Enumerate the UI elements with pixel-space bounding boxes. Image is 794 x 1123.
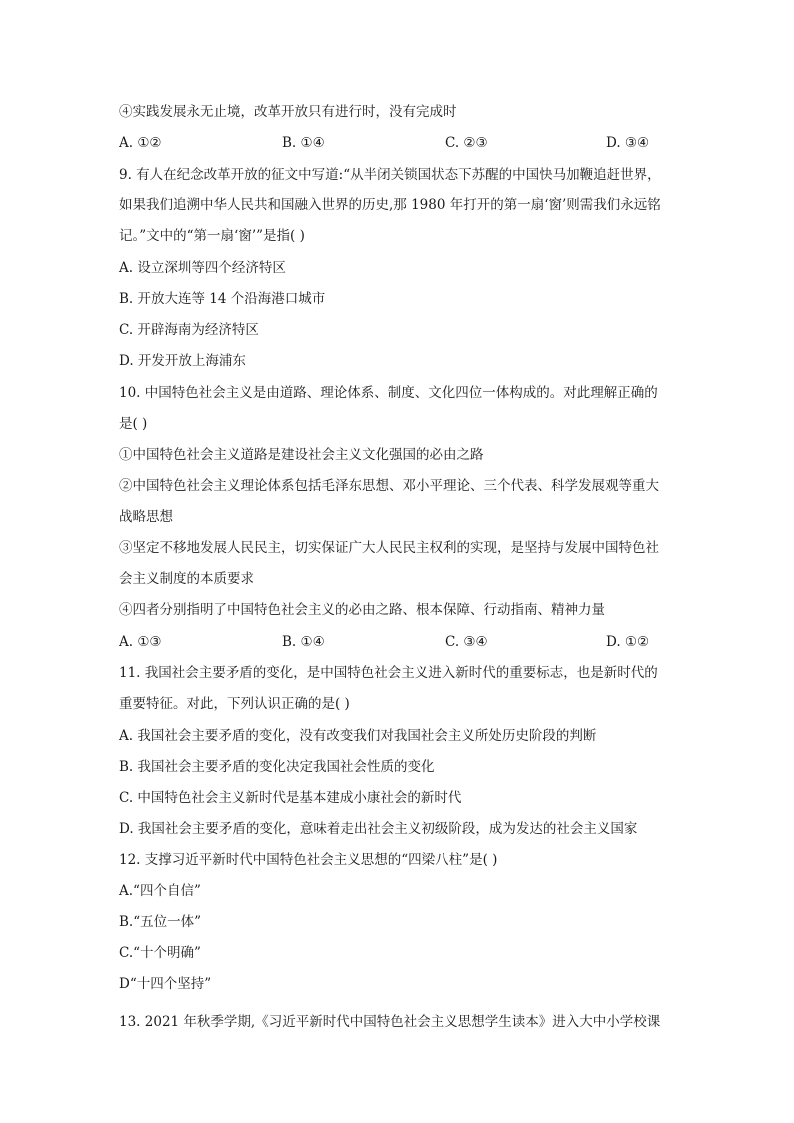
q10-statement-3-line-1: ③坚定不移地发展人民民主，切实保证广大人民民主权利的实现，是坚持与发展中国特色社 [119,540,659,556]
q9-option-a: A. 设立深圳等四个经济特区 [119,260,286,276]
q10-option-b: B. ①④ [282,634,325,650]
q8-option-b: B. ①④ [282,135,325,151]
q10-stem-line-1: 10. 中国特色社会主义是由道路、理论体系、制度、文化四位一体构成的。对此理解正确的 [119,385,658,401]
q11-option-b: B. 我国社会主要矛盾的变化决定我国社会性质的变化 [119,759,435,775]
q11-option-c: C. 中国特色社会主义新时代是基本建成小康社会的新时代 [119,790,462,806]
q9-option-b: B. 开放大连等 14 个沿海港口城市 [119,291,326,307]
q12-option-a: A.“四个自信” [119,883,201,899]
q10-statement-2-line-1: ②中国特色社会主义理论体系包括毛泽东思想、邓小平理论、三个代表、科学发展观等重大 [119,478,659,494]
q11-stem-line-2: 重要特征。对此，下列认识正确的是( ) [119,696,350,712]
q8-statement-4: ④实践发展永无止境，改革开放只有进行时，没有完成时 [119,104,457,120]
q10-option-c: C. ③④ [445,634,488,650]
q8-option-d: D. ③④ [606,135,650,151]
q9-stem-line-2: 如果我们追溯中华人民共和国融入世界的历史,那 1980 年打开的第一扇‘窗’则需我们永远铭 [119,197,661,213]
q12-option-d: D“十四个坚持” [119,976,212,992]
q10-option-a: A. ①③ [119,634,162,650]
q10-option-d: D. ①② [606,634,650,650]
q11-stem-line-1: 11. 我国社会主要矛盾的变化，是中国特色社会主义进入新时代的重要标志，也是新时代的 [119,665,658,681]
q11-option-a: A. 我国社会主要矛盾的变化，没有改变我们对我国社会主义所处历史阶段的判断 [119,728,597,744]
q11-option-d: D. 我国社会主要矛盾的变化，意味着走出社会主义初级阶段，成为发达的社会主义国家 [119,821,638,837]
q12-stem: 12. 支撑习近平新时代中国特色社会主义思想的“四梁八柱”是( ) [119,852,498,868]
q10-statement-4: ④四者分别指明了中国特色社会主义的必由之路、根本保障、行动指南、精神力量 [119,602,605,618]
q12-option-c: C.“十个明确” [119,945,201,961]
q10-statement-2-line-2: 战略思想 [119,509,173,525]
q10-options [119,632,679,652]
q13-stem-line-1: 13. 2021 年秋季学期,《习近平新时代中国特色社会主义思想学生读本》进入大中小学校课 [119,1014,661,1030]
q9-option-d: D. 开发开放上海浦东 [119,353,246,369]
q12-option-b: B.“五位一体” [119,914,202,930]
q8-option-c: C. ②③ [445,135,488,151]
q9-option-c: C. 开辟海南为经济特区 [119,322,259,338]
q8-option-a: A. ①② [119,135,162,151]
q10-statement-3-line-2: 会主义制度的本质要求 [119,571,254,587]
q10-stem-line-2: 是( ) [119,416,148,432]
q10-statement-1: ①中国特色社会主义道路是建设社会主义文化强国的必由之路 [119,447,484,463]
q8-options [119,133,679,153]
q9-stem-line-3: 记。”文中的“第一扇‘窗’”是指( ) [119,228,305,244]
q9-stem-line-1: 9. 有人在纪念改革开放的征文中写道:“从半闭关锁国状态下苏醒的中国快马加鞭追赶世界， [119,167,661,183]
